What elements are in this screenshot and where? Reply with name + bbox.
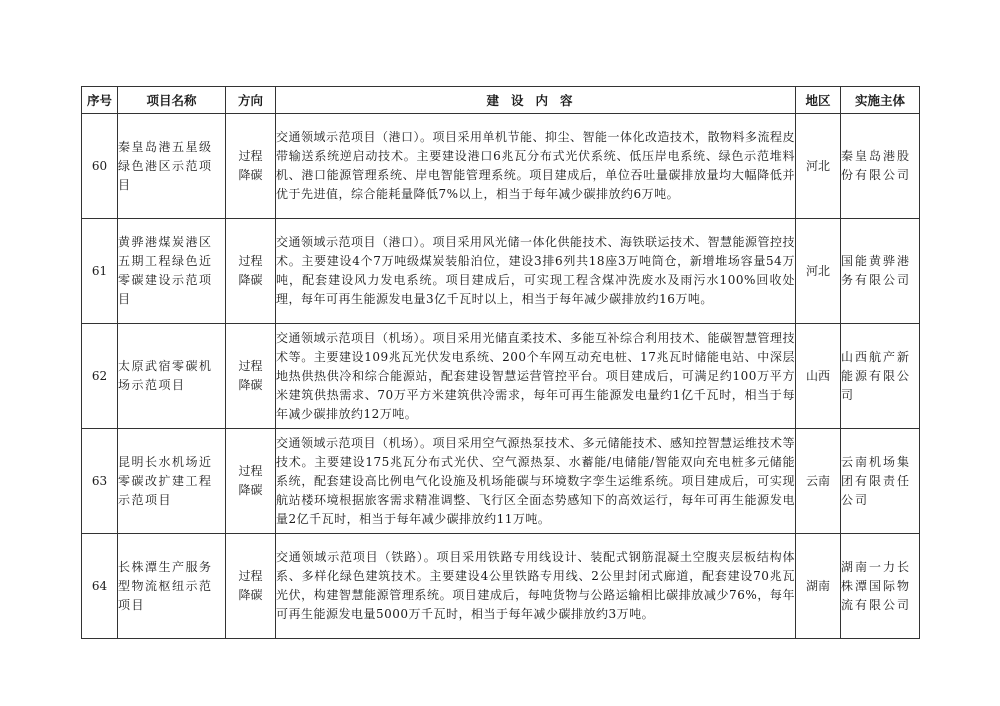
table-row — [82, 219, 920, 324]
cell-org: 山西航产新能源有限公司 — [841, 324, 920, 429]
cell-direction — [226, 219, 276, 324]
cell-direction — [226, 324, 276, 429]
cell-content: 交通领域示范项目（港口）。项目采用风光储一体化供能技术、海铁联运技术、智慧能源管控技术。主要建设4个7万吨级煤炭装船泊位，建设3排6列共18座3万吨筒仓，新增堆场容量54万吨，配套建设风力发电系统。项目建成后，可实现工程含煤冲洗废水及雨污水100%回收处理，每年可再生能源发电量3亿千瓦时以上，相当于每年减少碳排放约16万吨。 — [276, 219, 796, 324]
direction-text: 过程降碳 — [238, 464, 263, 497]
cell-no: 63 — [82, 429, 118, 534]
cell-content: 交通领域示范项目（港口）。项目采用单机节能、抑尘、智能一体化改造技术，散物料多流程皮带输送系统逆启动技术。主要建设港口6兆瓦分布式光伏系统、低压岸电系统、绿色示范堆料机、港口能源管理系统、岸电智能管理系统。项目建成后，单位吞吐量碳排放量均大幅降低并优于先进值，综合能耗量降低7%以上，相当于每年减少碳排放约6万吨。 — [276, 114, 796, 219]
cell-region: 河北 — [796, 114, 841, 219]
cell-region: 河北 — [796, 219, 841, 324]
table-row — [82, 429, 920, 534]
table-row — [82, 534, 920, 639]
cell-project-name: 黄骅港煤炭港区五期工程绿色近零碳建设示范项目 — [118, 219, 226, 324]
header-no: 序号 — [82, 87, 118, 114]
cell-no: 61 — [82, 219, 118, 324]
table-row — [82, 324, 920, 429]
header-region: 地区 — [796, 87, 841, 114]
cell-direction — [226, 114, 276, 219]
direction-text: 过程降碳 — [238, 359, 263, 392]
header-content: 建设内容 — [276, 87, 796, 114]
header-name: 项目名称 — [118, 87, 226, 114]
cell-org: 湖南一力长株潭国际物流有限公司 — [841, 534, 920, 639]
cell-no: 62 — [82, 324, 118, 429]
table-row — [82, 114, 920, 219]
direction-text: 过程降碳 — [238, 254, 263, 287]
cell-project-name: 秦皇岛港五星级绿色港区示范项目 — [118, 114, 226, 219]
cell-org: 秦皇岛港股份有限公司 — [841, 114, 920, 219]
cell-content: 交通领域示范项目（机场）。项目采用光储直柔技术、多能互补综合利用技术、能碳智慧管理技术等。主要建设109兆瓦光伏发电系统、200个车网互动充电桩、17兆瓦时储能电站、中深层地热供热供冷和综合能源站，配套建设智慧运营管控平台。项目建成后，可满足约100万平方米建筑供热需求、70万平方米建筑供冷需求，每年可再生能源发电量约1亿千瓦时，相当于每年减少碳排放约12万吨。 — [276, 324, 796, 429]
cell-region: 山西 — [796, 324, 841, 429]
cell-project-name: 太原武宿零碳机场示范项目 — [118, 324, 226, 429]
header-org: 实施主体 — [841, 87, 920, 114]
direction-text: 过程降碳 — [238, 569, 263, 602]
cell-content: 交通领域示范项目（铁路）。项目采用铁路专用线设计、装配式钢筋混凝土空腹夹层板结构体系、多样化绿色建筑技术。主要建设4公里铁路专用线、2公里封闭式廊道，配套建设70兆瓦光伏，构建智慧能源管理系统。项目建成后，每吨货物与公路运输相比碳排放减少76%，每年可再生能源发电量5000万千瓦时，相当于每年减少碳排放约3万吨。 — [276, 534, 796, 639]
direction-text: 过程降碳 — [238, 149, 263, 182]
header-direction: 方向 — [226, 87, 276, 114]
cell-no: 60 — [82, 114, 118, 219]
cell-region: 云南 — [796, 429, 841, 534]
table-header-row — [82, 87, 920, 114]
cell-project-name: 昆明长水机场近零碳改扩建工程示范项目 — [118, 429, 226, 534]
cell-content: 交通领域示范项目（机场）。项目采用空气源热泵技术、多元储能技术、感知控智慧运维技术等技术。主要建设175兆瓦分布式光伏、空气源热泵、水蓄能/电储能/智能双向充电桩多元储能系统，配套建设高比例电气化设施及机场能碳与环境数字孪生运维系统。项目建成后，可实现航站楼环境根据旅客需求精准调整、飞行区全面态势感知下的高效运行，每年可再生能源发电量2亿千瓦时，相当于每年减少碳排放约11万吨。 — [276, 429, 796, 534]
cell-project-name: 长株潭生产服务型物流枢纽示范项目 — [118, 534, 226, 639]
cell-region: 湖南 — [796, 534, 841, 639]
cell-direction — [226, 534, 276, 639]
cell-org: 云南机场集团有限责任公司 — [841, 429, 920, 534]
project-table — [81, 86, 920, 639]
cell-org: 国能黄骅港务有限公司 — [841, 219, 920, 324]
cell-direction — [226, 429, 276, 534]
cell-no: 64 — [82, 534, 118, 639]
